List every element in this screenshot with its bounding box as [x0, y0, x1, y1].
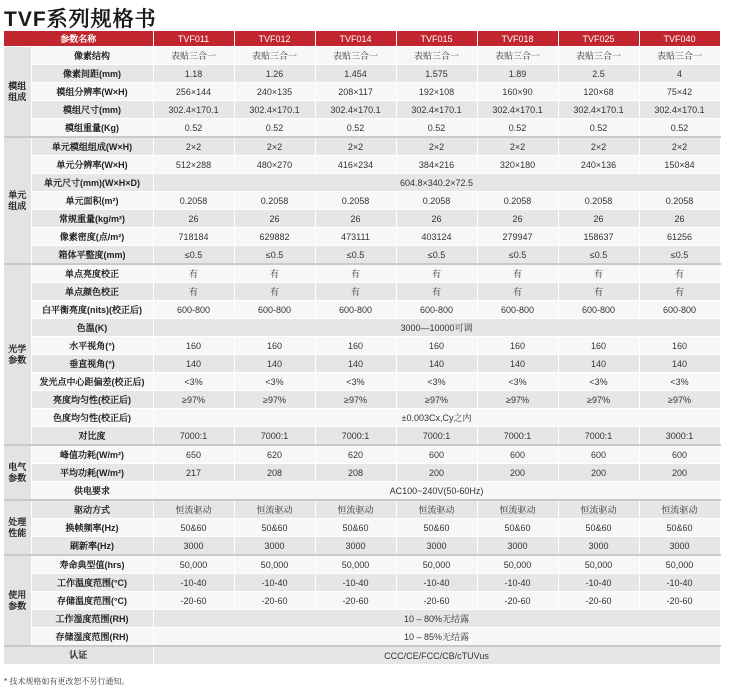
value-cell: 256×144 [153, 83, 234, 101]
value-cell: 有 [396, 264, 477, 283]
value-cell: 0.2058 [153, 192, 234, 210]
value-cell: 2.5 [558, 65, 639, 83]
value-cell: 208×117 [315, 83, 396, 101]
value-cell: 26 [639, 210, 720, 228]
value-cell: 208 [234, 464, 315, 482]
value-cell: 2×2 [396, 137, 477, 156]
page-title: TVF系列规格书 [4, 8, 157, 31]
param-label: 平均功耗(W/m²) [31, 464, 153, 482]
param-label: 单元模组组成(W×H) [31, 137, 153, 156]
value-cell: 表贴三合一 [396, 47, 477, 65]
param-label: 供电要求 [31, 482, 153, 501]
table-row [4, 337, 720, 355]
value-cell: 50&60 [639, 519, 720, 537]
value-cell: 192×108 [396, 83, 477, 101]
value-cell: 有 [315, 283, 396, 301]
table-row [4, 156, 720, 174]
value-cell: 7000:1 [477, 427, 558, 446]
header-model: TVF011 [153, 31, 234, 47]
param-label: 单元分辨率(W×H) [31, 156, 153, 174]
value-cell: ≤0.5 [558, 246, 639, 265]
param-label: 单元面积(m²) [31, 192, 153, 210]
param-label: 白平衡亮度(nits)(校正后) [31, 301, 153, 319]
spec-table [4, 31, 721, 665]
value-cell: 有 [558, 264, 639, 283]
table-row [4, 319, 720, 337]
value-cell: <3% [153, 373, 234, 391]
param-label: 存储温度范围(°C) [31, 592, 153, 610]
group-label: 单元 组成 [4, 137, 31, 264]
value-cell: 208 [315, 464, 396, 482]
value-cell: 160 [234, 337, 315, 355]
value-cell: 1.454 [315, 65, 396, 83]
value-cell: 384×216 [396, 156, 477, 174]
table-row [4, 174, 720, 192]
table-row [4, 264, 720, 283]
header-model: TVF015 [396, 31, 477, 47]
value-cell: 有 [234, 283, 315, 301]
param-label: 像素结构 [31, 47, 153, 65]
value-cell: ≤0.5 [477, 246, 558, 265]
value-cell: -10-40 [234, 574, 315, 592]
value-cell: -20-60 [396, 592, 477, 610]
value-cell: 600 [639, 445, 720, 464]
value-cell: 50&60 [477, 519, 558, 537]
table-row [4, 409, 720, 427]
value-cell: 3000 [396, 537, 477, 556]
value-cell: 0.52 [153, 119, 234, 138]
table-row [4, 210, 720, 228]
param-label: 常规重量(kg/m²) [31, 210, 153, 228]
value-cell: ≤0.5 [639, 246, 720, 265]
value-cell: 有 [153, 283, 234, 301]
header-model: TVF012 [234, 31, 315, 47]
value-cell: 7000:1 [315, 427, 396, 446]
value-cell: -10-40 [558, 574, 639, 592]
header-model: TVF014 [315, 31, 396, 47]
value-cell: 恒流驱动 [315, 500, 396, 519]
value-cell: 0.2058 [558, 192, 639, 210]
spec-table-body [4, 47, 720, 665]
value-cell: 200 [639, 464, 720, 482]
merged-value-cell: CCC/CE/FCC/CB/cTUVus [153, 646, 720, 665]
group-label: 模组 组成 [4, 47, 31, 138]
header-model: TVF025 [558, 31, 639, 47]
value-cell: 恒流驱动 [153, 500, 234, 519]
value-cell: 302.4×170.1 [639, 101, 720, 119]
value-cell: 650 [153, 445, 234, 464]
value-cell: 75×42 [639, 83, 720, 101]
table-row [4, 119, 720, 138]
value-cell: ≥97% [558, 391, 639, 409]
param-label: 单点颜色校正 [31, 283, 153, 301]
value-cell: -10-40 [315, 574, 396, 592]
value-cell: -10-40 [153, 574, 234, 592]
value-cell: 600-800 [639, 301, 720, 319]
value-cell: 50&60 [396, 519, 477, 537]
value-cell: 50,000 [234, 555, 315, 574]
value-cell: 26 [315, 210, 396, 228]
value-cell: 620 [315, 445, 396, 464]
merged-value-cell: 10 – 80%无结露 [153, 610, 720, 628]
value-cell: -20-60 [558, 592, 639, 610]
param-label: 工作湿度范围(RH) [31, 610, 153, 628]
value-cell: 表贴三合一 [558, 47, 639, 65]
value-cell: 7000:1 [153, 427, 234, 446]
value-cell: 1.89 [477, 65, 558, 83]
value-cell: 200 [396, 464, 477, 482]
value-cell: 26 [153, 210, 234, 228]
param-label: 像素间距(mm) [31, 65, 153, 83]
value-cell: 0.52 [477, 119, 558, 138]
value-cell: <3% [315, 373, 396, 391]
table-header-row [4, 31, 720, 47]
value-cell: 有 [477, 264, 558, 283]
merged-value-cell: 10 – 85%无结露 [153, 628, 720, 647]
value-cell: <3% [234, 373, 315, 391]
value-cell: 3000 [234, 537, 315, 556]
header-param-name: 参数名称 [4, 31, 153, 47]
value-cell: 480×270 [234, 156, 315, 174]
group-label: 光学 参数 [4, 264, 31, 445]
value-cell: 0.2058 [315, 192, 396, 210]
value-cell: 302.4×170.1 [153, 101, 234, 119]
value-cell: 0.52 [558, 119, 639, 138]
value-cell: 160 [396, 337, 477, 355]
value-cell: 26 [558, 210, 639, 228]
value-cell: -20-60 [477, 592, 558, 610]
value-cell: 3000 [477, 537, 558, 556]
value-cell: 2×2 [477, 137, 558, 156]
value-cell: 629882 [234, 228, 315, 246]
value-cell: 50,000 [396, 555, 477, 574]
value-cell: 0.2058 [396, 192, 477, 210]
value-cell: <3% [558, 373, 639, 391]
value-cell: 表贴三合一 [639, 47, 720, 65]
value-cell: 50,000 [315, 555, 396, 574]
table-row [4, 464, 720, 482]
table-row [4, 246, 720, 265]
value-cell: 302.4×170.1 [396, 101, 477, 119]
group-label: 电气 参数 [4, 445, 31, 500]
value-cell: ≥97% [396, 391, 477, 409]
value-cell: 473111 [315, 228, 396, 246]
param-label: 水平视角(°) [31, 337, 153, 355]
value-cell: 7000:1 [396, 427, 477, 446]
value-cell: 26 [396, 210, 477, 228]
table-row [4, 592, 720, 610]
group-label: 认证 [4, 646, 153, 665]
value-cell: 320×180 [477, 156, 558, 174]
value-cell: 26 [477, 210, 558, 228]
value-cell: 3000:1 [639, 427, 720, 446]
value-cell: 表贴三合一 [315, 47, 396, 65]
value-cell: 0.2058 [234, 192, 315, 210]
param-label: 单元尺寸(mm)(W×H×D) [31, 174, 153, 192]
value-cell: 2×2 [639, 137, 720, 156]
value-cell: 302.4×170.1 [558, 101, 639, 119]
table-row [4, 192, 720, 210]
value-cell: 2×2 [234, 137, 315, 156]
table-row [4, 228, 720, 246]
value-cell: 表贴三合一 [153, 47, 234, 65]
param-label: 箱体平整度(mm) [31, 246, 153, 265]
header-model: TVF018 [477, 31, 558, 47]
header-model: TVF040 [639, 31, 720, 47]
value-cell: 50&60 [153, 519, 234, 537]
value-cell: 4 [639, 65, 720, 83]
table-row [4, 445, 720, 464]
value-cell: 279947 [477, 228, 558, 246]
table-row [4, 610, 720, 628]
table-row [4, 283, 720, 301]
value-cell: -10-40 [639, 574, 720, 592]
value-cell: 200 [558, 464, 639, 482]
value-cell: ≥97% [639, 391, 720, 409]
value-cell: 600-800 [558, 301, 639, 319]
value-cell: 140 [153, 355, 234, 373]
value-cell: 1.18 [153, 65, 234, 83]
value-cell: 140 [315, 355, 396, 373]
value-cell: 表贴三合一 [477, 47, 558, 65]
param-label: 色度均匀性(校正后) [31, 409, 153, 427]
param-label: 单点亮度校正 [31, 264, 153, 283]
value-cell: 26 [234, 210, 315, 228]
param-label: 模组重量(Kg) [31, 119, 153, 138]
value-cell: 600 [477, 445, 558, 464]
value-cell: 0.2058 [639, 192, 720, 210]
value-cell: 3000 [315, 537, 396, 556]
value-cell: 403124 [396, 228, 477, 246]
value-cell: ≥97% [234, 391, 315, 409]
value-cell: 0.52 [639, 119, 720, 138]
value-cell: ≤0.5 [234, 246, 315, 265]
value-cell: 160 [477, 337, 558, 355]
table-row [4, 519, 720, 537]
value-cell: 416×234 [315, 156, 396, 174]
param-label: 刷新率(Hz) [31, 537, 153, 556]
value-cell: 50,000 [153, 555, 234, 574]
value-cell: 有 [234, 264, 315, 283]
value-cell: 718184 [153, 228, 234, 246]
value-cell: 150×84 [639, 156, 720, 174]
param-label: 像素密度(点/m²) [31, 228, 153, 246]
value-cell: 有 [153, 264, 234, 283]
value-cell: 140 [396, 355, 477, 373]
param-label: 垂直视角(°) [31, 355, 153, 373]
table-row [4, 574, 720, 592]
value-cell: 302.4×170.1 [477, 101, 558, 119]
group-label: 处理 性能 [4, 500, 31, 555]
value-cell: 恒流驱动 [639, 500, 720, 519]
value-cell: 302.4×170.1 [315, 101, 396, 119]
value-cell: 有 [477, 283, 558, 301]
table-row [4, 555, 720, 574]
value-cell: 有 [315, 264, 396, 283]
value-cell: 158637 [558, 228, 639, 246]
value-cell: ≤0.5 [396, 246, 477, 265]
value-cell: -20-60 [315, 592, 396, 610]
value-cell: 600 [558, 445, 639, 464]
param-label: 发光点中心距偏差(校正后) [31, 373, 153, 391]
value-cell: ≤0.5 [315, 246, 396, 265]
value-cell: 160 [315, 337, 396, 355]
param-label: 寿命典型值(hrs) [31, 555, 153, 574]
table-row [4, 355, 720, 373]
value-cell: 600-800 [396, 301, 477, 319]
value-cell: 有 [558, 283, 639, 301]
value-cell: 50,000 [558, 555, 639, 574]
value-cell: 50&60 [558, 519, 639, 537]
value-cell: 7000:1 [234, 427, 315, 446]
table-row [4, 537, 720, 556]
value-cell: 160 [558, 337, 639, 355]
value-cell: 620 [234, 445, 315, 464]
table-row [4, 391, 720, 409]
value-cell: 2×2 [558, 137, 639, 156]
value-cell: 120×68 [558, 83, 639, 101]
table-row [4, 646, 720, 665]
value-cell: -20-60 [153, 592, 234, 610]
value-cell: 50&60 [315, 519, 396, 537]
merged-value-cell: ±0.003Cx,Cy之内 [153, 409, 720, 427]
param-label: 峰值功耗(W/m²) [31, 445, 153, 464]
value-cell: 600 [396, 445, 477, 464]
value-cell: <3% [396, 373, 477, 391]
value-cell: 240×136 [558, 156, 639, 174]
value-cell: ≥97% [477, 391, 558, 409]
table-row [4, 101, 720, 119]
merged-value-cell: 3000—10000可调 [153, 319, 720, 337]
param-label: 亮度均匀性(校正后) [31, 391, 153, 409]
merged-value-cell: AC100~240V(50-60Hz) [153, 482, 720, 501]
value-cell: 600-800 [153, 301, 234, 319]
value-cell: 有 [639, 283, 720, 301]
value-cell: 2×2 [315, 137, 396, 156]
param-label: 驱动方式 [31, 500, 153, 519]
value-cell: 有 [639, 264, 720, 283]
value-cell: 7000:1 [558, 427, 639, 446]
value-cell: 200 [477, 464, 558, 482]
value-cell: 512×288 [153, 156, 234, 174]
value-cell: 表贴三合一 [234, 47, 315, 65]
value-cell: ≥97% [153, 391, 234, 409]
value-cell: 160×90 [477, 83, 558, 101]
value-cell: 600-800 [477, 301, 558, 319]
param-label: 存储湿度范围(RH) [31, 628, 153, 647]
value-cell: 2×2 [153, 137, 234, 156]
value-cell: <3% [639, 373, 720, 391]
value-cell: -10-40 [477, 574, 558, 592]
table-row [4, 137, 720, 156]
param-label: 模组分辨率(W×H) [31, 83, 153, 101]
value-cell: 160 [639, 337, 720, 355]
value-cell: 0.52 [234, 119, 315, 138]
value-cell: 恒流驱动 [234, 500, 315, 519]
table-row [4, 482, 720, 501]
value-cell: 50&60 [234, 519, 315, 537]
value-cell: 1.26 [234, 65, 315, 83]
table-row [4, 301, 720, 319]
value-cell: 140 [639, 355, 720, 373]
value-cell: 3000 [639, 537, 720, 556]
value-cell: ≥97% [315, 391, 396, 409]
table-row [4, 427, 720, 446]
value-cell: 140 [477, 355, 558, 373]
value-cell: ≤0.5 [153, 246, 234, 265]
param-label: 模组尺寸(mm) [31, 101, 153, 119]
value-cell: 0.52 [396, 119, 477, 138]
value-cell: 0.2058 [477, 192, 558, 210]
value-cell: 61256 [639, 228, 720, 246]
param-label: 换帧频率(Hz) [31, 519, 153, 537]
value-cell: 0.52 [315, 119, 396, 138]
footnote: * 技术规格如有更改恕不另行通知。 [4, 677, 130, 686]
value-cell: 217 [153, 464, 234, 482]
table-row [4, 500, 720, 519]
table-row [4, 65, 720, 83]
value-cell: -20-60 [234, 592, 315, 610]
value-cell: <3% [477, 373, 558, 391]
table-row [4, 628, 720, 647]
table-row [4, 373, 720, 391]
value-cell: 有 [396, 283, 477, 301]
value-cell: 600-800 [315, 301, 396, 319]
value-cell: 1.575 [396, 65, 477, 83]
value-cell: 240×135 [234, 83, 315, 101]
table-row [4, 47, 720, 65]
value-cell: 3000 [558, 537, 639, 556]
group-label: 使用 参数 [4, 555, 31, 646]
value-cell: 302.4×170.1 [234, 101, 315, 119]
value-cell: -20-60 [639, 592, 720, 610]
merged-value-cell: 604.8×340.2×72.5 [153, 174, 720, 192]
value-cell: 140 [234, 355, 315, 373]
value-cell: 50,000 [477, 555, 558, 574]
param-label: 对比度 [31, 427, 153, 446]
value-cell: 600-800 [234, 301, 315, 319]
value-cell: 50,000 [639, 555, 720, 574]
table-row [4, 83, 720, 101]
value-cell: 140 [558, 355, 639, 373]
value-cell: 3000 [153, 537, 234, 556]
param-label: 色温(K) [31, 319, 153, 337]
value-cell: -10-40 [396, 574, 477, 592]
value-cell: 恒流驱动 [477, 500, 558, 519]
value-cell: 恒流驱动 [396, 500, 477, 519]
value-cell: 160 [153, 337, 234, 355]
value-cell: 恒流驱动 [558, 500, 639, 519]
param-label: 工作温度范围(°C) [31, 574, 153, 592]
